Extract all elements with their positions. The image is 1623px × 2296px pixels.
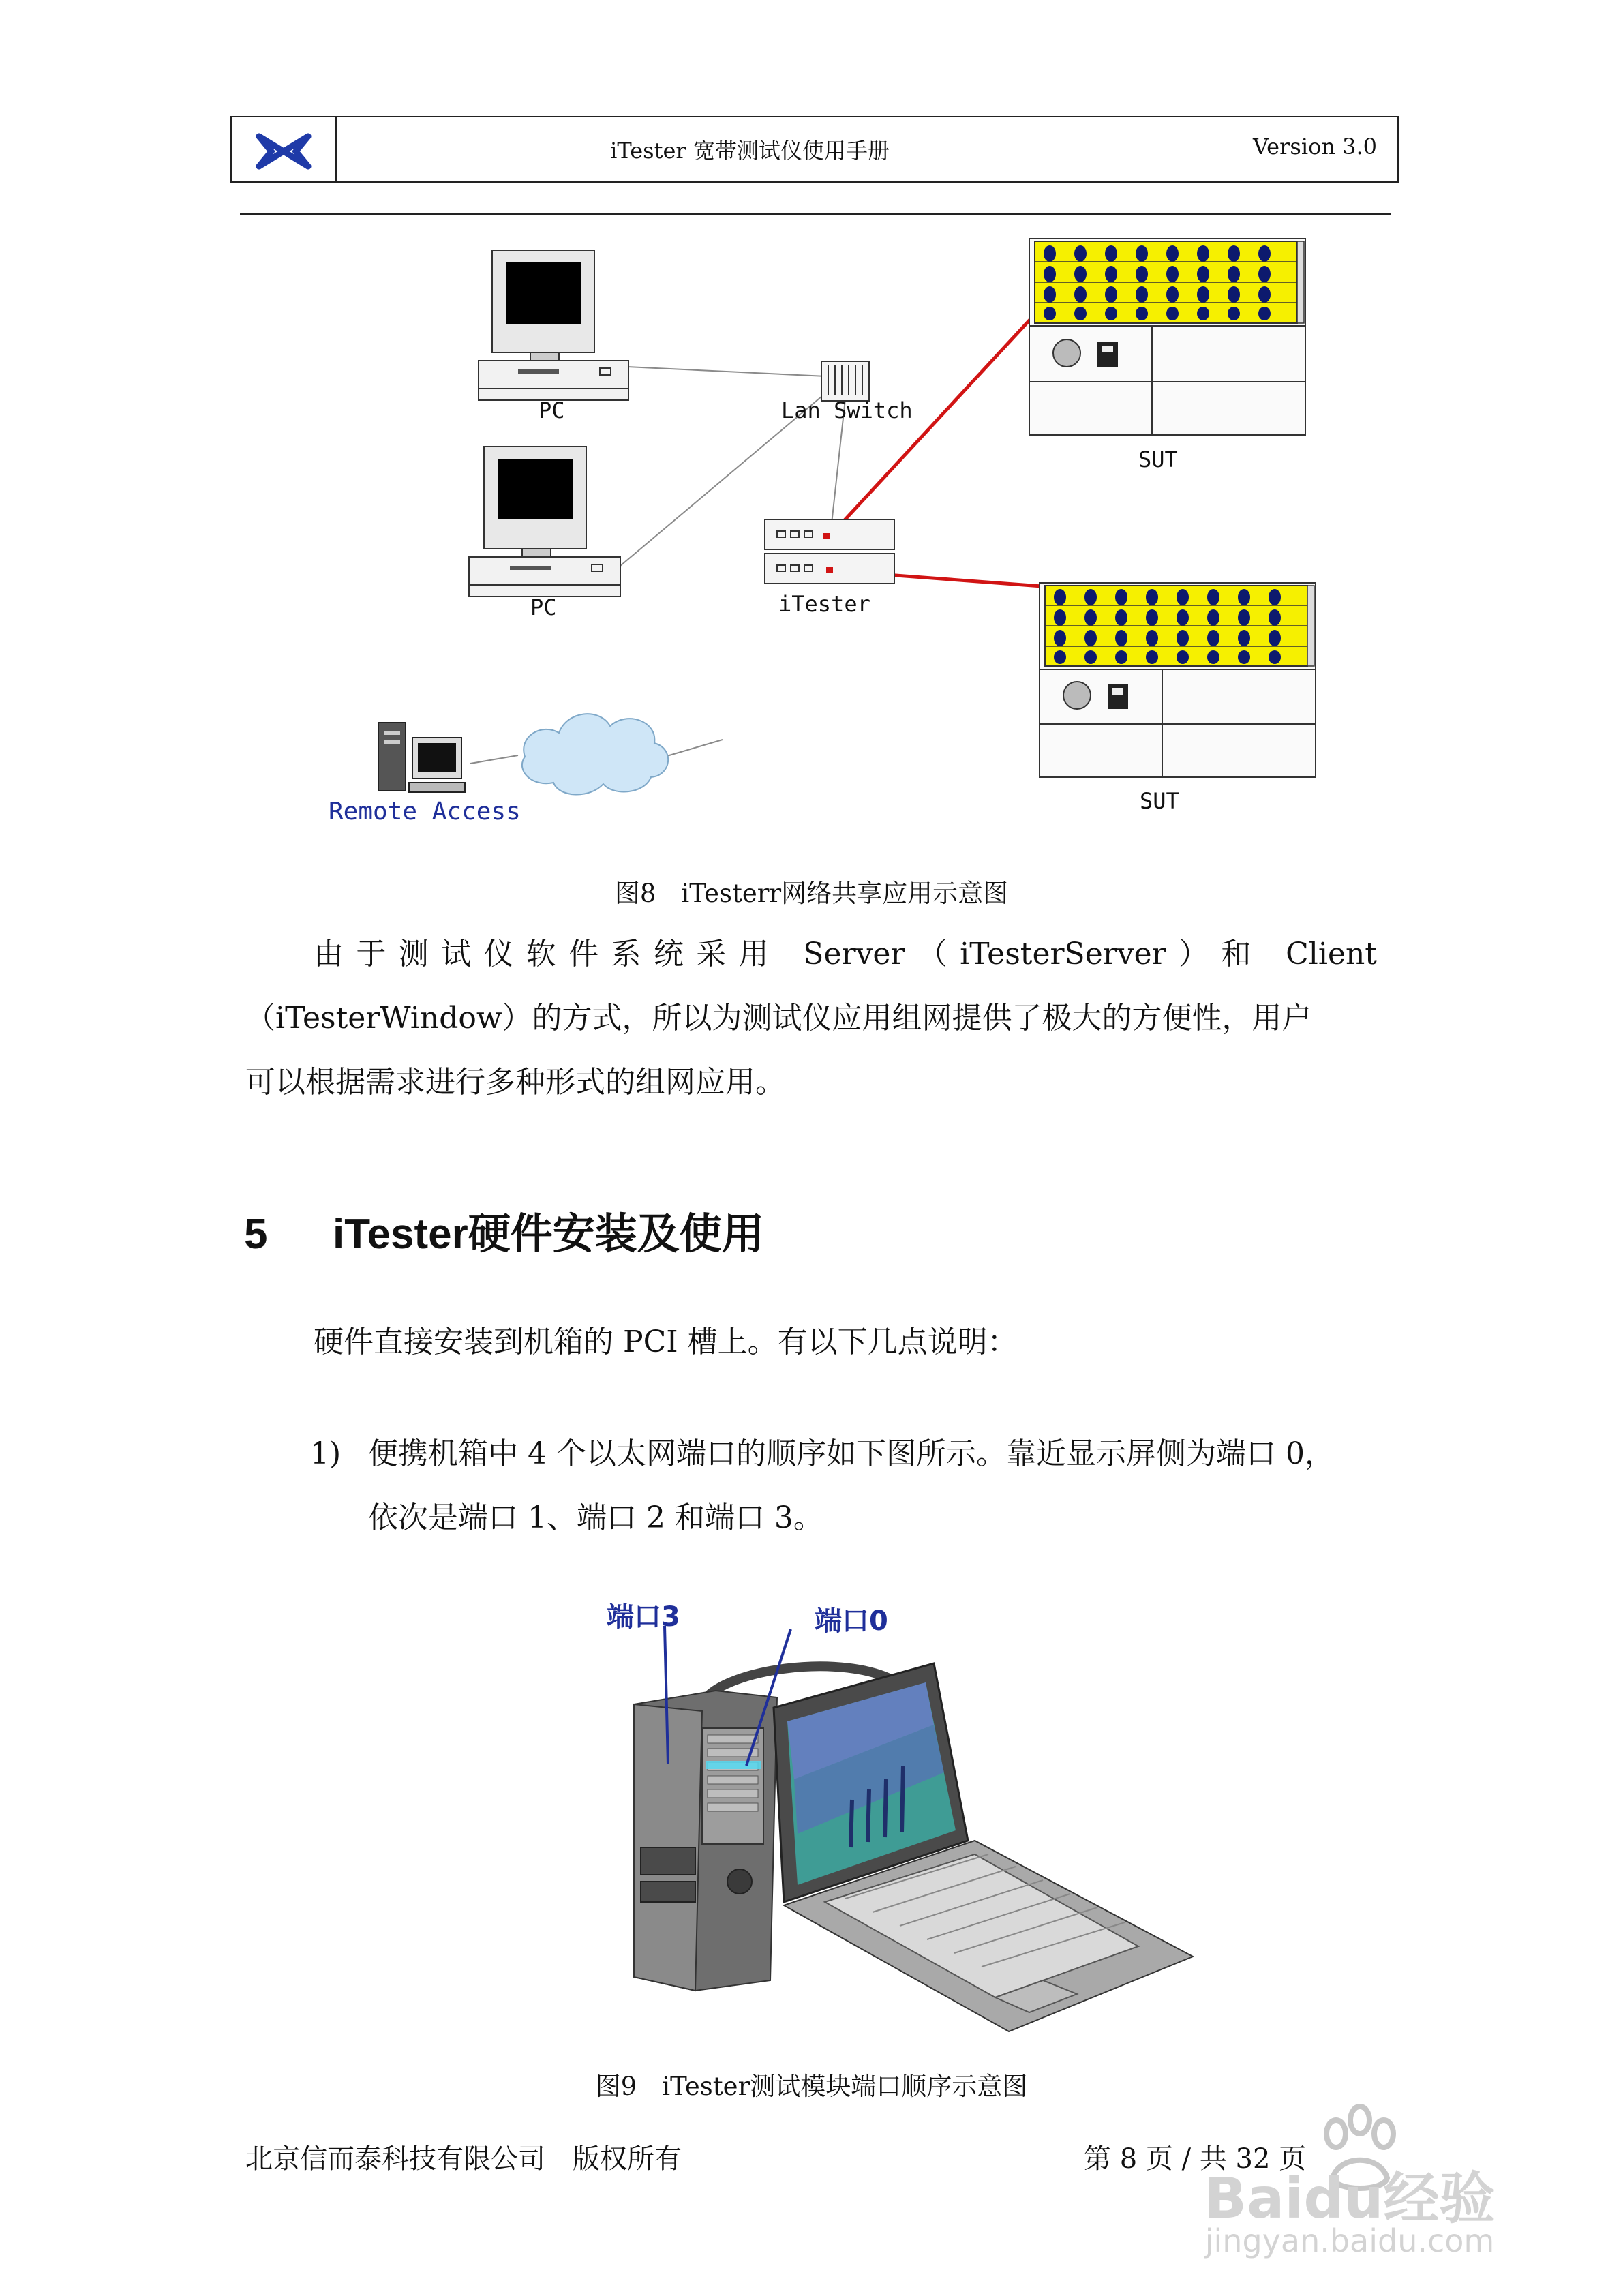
- header-logo-cell: [230, 116, 337, 183]
- sut-top-label: SUT: [1138, 447, 1178, 472]
- sut-bottom-label: SUT: [1140, 788, 1179, 814]
- itester-device-icon: [765, 519, 894, 584]
- port-highlight: [706, 1761, 761, 1769]
- footer-page-number: 第 8 页 / 共 32 页: [1084, 2143, 1307, 2175]
- watermark-url: jingyan.baidu.com: [1204, 2222, 1495, 2259]
- pc-bottom-label: PC: [530, 594, 557, 620]
- internet-cloud-icon: [522, 714, 668, 794]
- lan-switch-icon: [821, 361, 869, 401]
- pc-top-label: PC: [539, 397, 565, 423]
- body-paragraph-1-line-2: （iTesterWindow）的方式，所以为测试仪应用组网提供了极大的方便性，用户: [245, 1001, 1312, 1036]
- body-paragraph-1-line-3: 可以根据需求进行多种形式的组网应用。: [245, 1065, 785, 1100]
- body-paragraph-2: 硬件直接安装到机箱的 PCI 槽上。有以下几点说明：: [314, 1325, 1018, 1359]
- body-paragraph-1: [245, 922, 1377, 1115]
- list-item-line-1: 便携机箱中 4 个以太网端口的顺序如下图所示。靠近显示屏侧为端口 0，: [368, 1436, 1335, 1471]
- port0-label: 端口0: [815, 1605, 888, 1637]
- header-version: Version 3.0: [1253, 134, 1377, 160]
- header-title: iTester 宽带测试仪使用手册: [610, 138, 890, 164]
- network-diagram: [314, 225, 1322, 852]
- lan-switch-label: Lan Switch: [781, 397, 913, 423]
- body-paragraph-1-line-1: 由于测试仪软件系统采用 Server（iTesterServer）和 Client: [314, 937, 1377, 971]
- list-item: [310, 1422, 1401, 1550]
- figure8-caption: 图8 iTesterr网络共享应用示意图: [614, 879, 1009, 908]
- list-item-line-2: 依次是端口 1、端口 2 和端口 3。: [368, 1500, 823, 1535]
- port3-label: 端口3: [607, 1601, 680, 1633]
- sut-top-chassis-icon: [1029, 239, 1305, 435]
- section-title: iTester硬件安装及使用: [333, 1211, 764, 1258]
- portable-chassis-figure: [600, 1595, 1200, 2038]
- pc-top-icon: [479, 250, 628, 400]
- pc-bottom-icon: [469, 447, 620, 596]
- remote-access-label: Remote Access: [329, 798, 521, 826]
- baidu-watermark: [1145, 2100, 1554, 2263]
- section-heading: [244, 1200, 764, 1260]
- figure9-caption: 图9 iTester测试模块端口顺序示意图: [595, 2072, 1028, 2101]
- company-logo-icon: [230, 116, 337, 183]
- itester-label: iTester: [778, 591, 870, 617]
- section-number: 5: [244, 1211, 268, 1258]
- header-rule: [240, 213, 1391, 215]
- sut-bottom-chassis-icon: [1040, 583, 1316, 777]
- footer-copyright: 北京信而泰科技有限公司 版权所有: [245, 2143, 682, 2175]
- remote-workstation-icon: [378, 723, 465, 792]
- watermark-brand: Baidu经验: [1204, 2166, 1496, 2231]
- list-item-marker: 1): [310, 1436, 342, 1471]
